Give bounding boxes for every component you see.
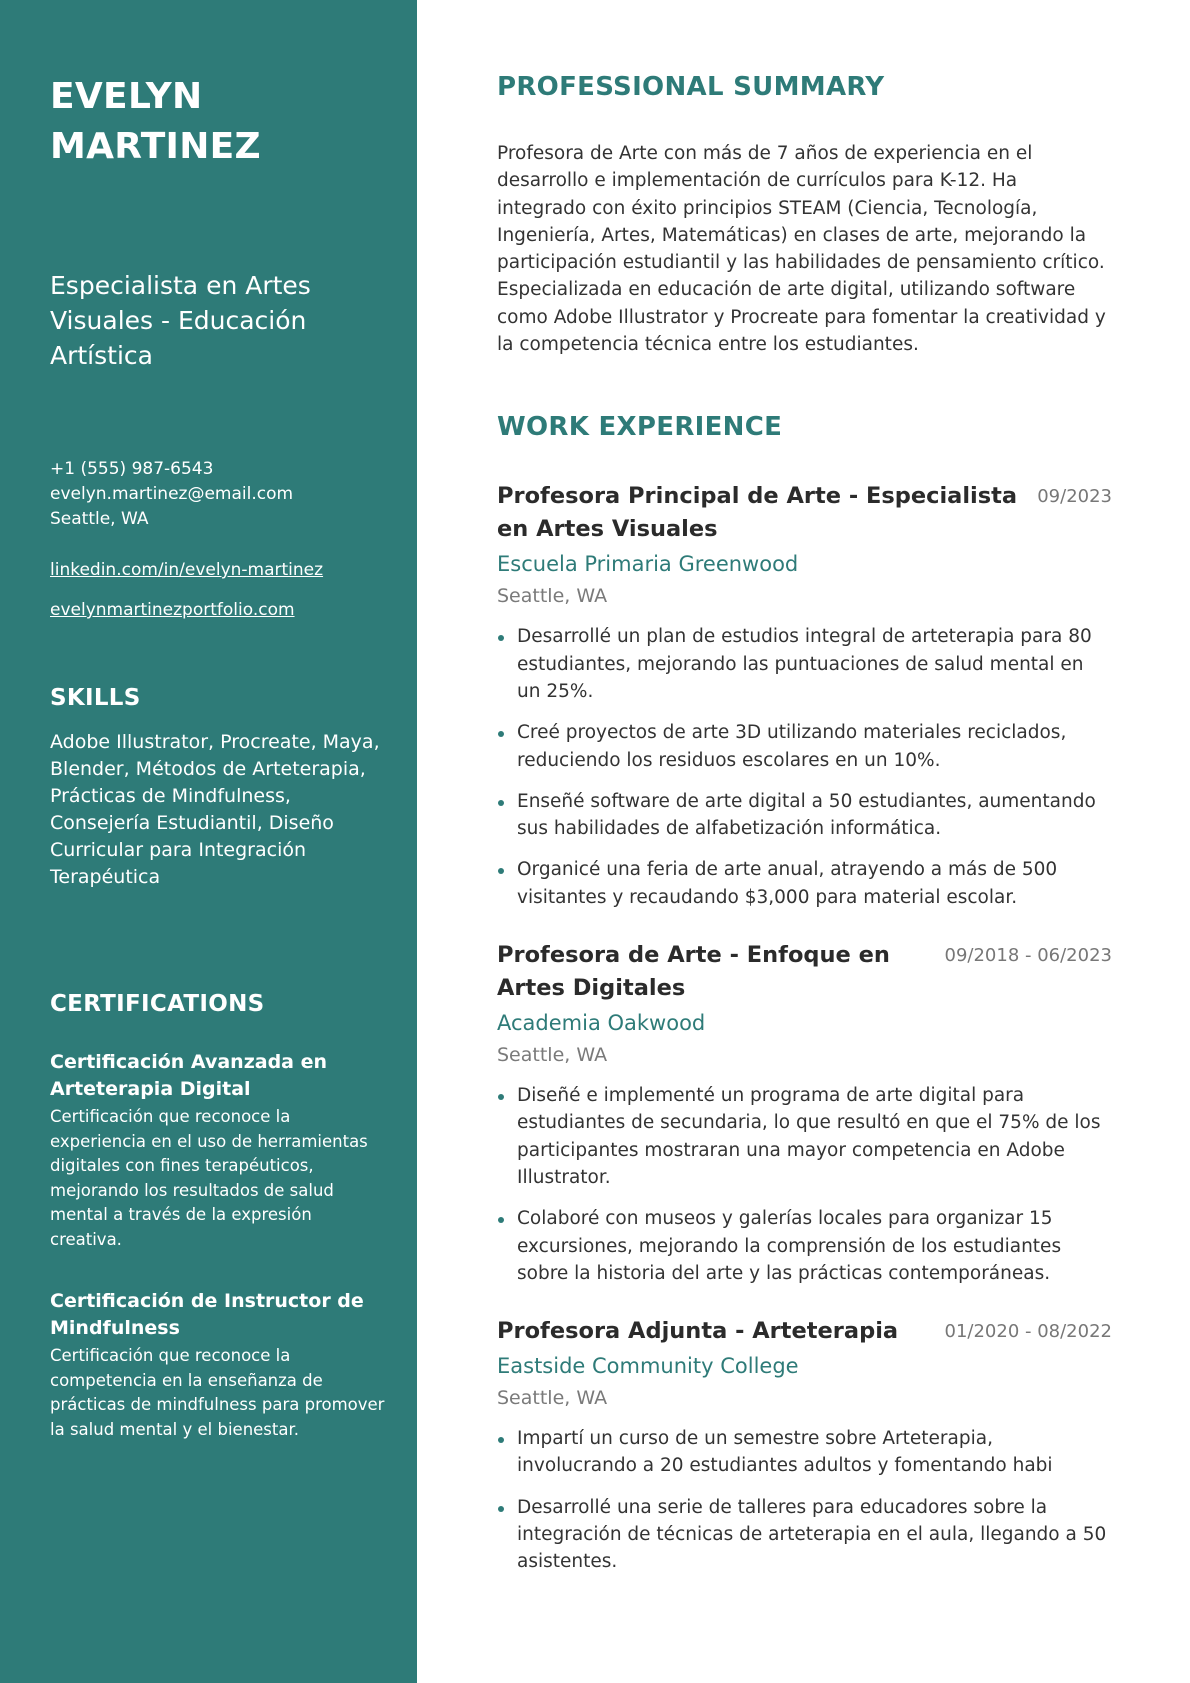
candidate-name [50,72,387,172]
job-date: 01/2020 - 08/2022 [944,1321,1112,1343]
job-date: 09/2018 - 06/2023 [944,945,1112,967]
company-name: Eastside Community College [497,1354,799,1379]
bullet-item: Impartí un curso de un semestre sobre Arteterapia, involucrando a 20 estudiantes adultos y fomentando habi [497,1425,1112,1480]
summary-text: Profesora de Arte con más de 7 años de experiencia en el desarrollo e implementación de currículos para K-12. Ha integrado con éxito principios STEAM (Ciencia, Tecnología, Ingeniería, Artes, Matemáticas) en clases de arte, mejorando la participación estudiantil y las habilidades de pensamiento crítico. Especializada en educación de arte digital, utilizando software como Adobe Illustrator y Procreate para fomentar la creatividad y la competencia técnica entre los estudiantes. [497,143,1106,356]
certification-item [50,1288,387,1442]
company-name: Escuela Primaria Greenwood [497,552,799,577]
summary-heading: PROFESSIONAL SUMMARY [497,72,885,102]
job-header [497,480,1112,546]
job-location: Seattle, WA [497,585,608,608]
job-location: Seattle, WA [497,1044,608,1067]
bullet-item: Enseñé software de arte digital a 50 estudiantes, aumentando sus habilidades de alfabetización informática. [497,788,1112,843]
location: Seattle, WA [50,509,149,529]
job-date: 09/2023 [1037,486,1112,508]
certification-description: Certificación que reconoce la competencia en la enseñanza de prácticas de mindfulness para promover la salud mental y el bienestar. [50,1346,385,1439]
bullet-item: Desarrollé un plan de estudios integral de arteterapia para 80 estudiantes, mejorando las puntuaciones de salud mental en un 25%. [497,623,1112,705]
job-title: Profesora de Arte - Enfoque en Artes Digitales [497,942,890,1002]
job-title: Profesora Adjunta - Arteterapia [497,1318,899,1345]
bullet-item: Organicé una feria de arte anual, atrayendo a más de 500 visitantes y recaudando $3,000 para material escolar. [497,856,1112,911]
job-bullets [497,1425,1112,1575]
job-entry [497,480,1112,911]
sidebar [0,0,417,1683]
job-bullets [497,623,1112,911]
job-header [497,939,1112,1005]
skills-heading: SKILLS [50,685,141,711]
main-content [417,0,1190,1683]
company-name: Academia Oakwood [497,1011,706,1036]
email: evelyn.martinez@email.com [50,484,294,504]
job-entry [497,1315,1112,1575]
bullet-item: Colaboré con museos y galerías locales para organizar 15 excursiones, mejorando la comprensión de los estudiantes sobre la historia del arte y las prácticas contemporáneas. [497,1205,1112,1287]
experience-heading: WORK EXPERIENCE [497,412,783,443]
job-title: Profesora Principal de Arte - Especialista en Artes Visuales [497,483,1018,543]
certifications-heading: CERTIFICATIONS [50,991,265,1017]
bullet-item: Creé proyectos de arte 3D utilizando materiales reciclados, reduciendo los residuos escolares en un 10%. [497,719,1112,774]
job-bullets [497,1082,1112,1287]
linkedin-link[interactable]: linkedin.com/in/evelyn-martinez [50,560,324,580]
name-line-first: EVELYN [50,76,203,117]
certification-title: Certificación Avanzada en Arteterapia Digital [50,1051,328,1100]
job-entry [497,939,1112,1287]
phone: +1 (555) 987-6543 [50,459,214,479]
certification-title: Certificación de Instructor de Mindfulness [50,1290,364,1339]
name-line-last: MARTINEZ [50,126,261,167]
certification-description: Certificación que reconoce la experiencia en el uso de herramientas digitales con fines terapéuticos, mejorando los resultados de salud mental a través de la expresión creativa. [50,1107,368,1249]
contact-info [50,457,387,532]
certification-item [50,1049,387,1252]
job-header [497,1315,1112,1348]
bullet-item: Desarrollé una serie de talleres para educadores sobre la integración de técnicas de arteterapia en el aula, llegando a 50 asistentes. [497,1494,1112,1576]
candidate-title: Especialista en Artes Visuales - Educación Artística [50,271,311,370]
skills-list: Adobe Illustrator, Procreate, Maya, Blender, Métodos de Arteterapia, Prácticas de Mindfulness, Consejería Estudiantil, Diseño Curricular para Integración Terapéutica [50,731,380,888]
portfolio-link[interactable]: evelynmartinezportfolio.com [50,600,295,620]
bullet-item: Diseñé e implementé un programa de arte digital para estudiantes de secundaria, lo que resultó en que el 75% de los participantes mostraran una mayor competencia en Adobe Illustrator. [497,1082,1112,1191]
job-location: Seattle, WA [497,1387,608,1410]
